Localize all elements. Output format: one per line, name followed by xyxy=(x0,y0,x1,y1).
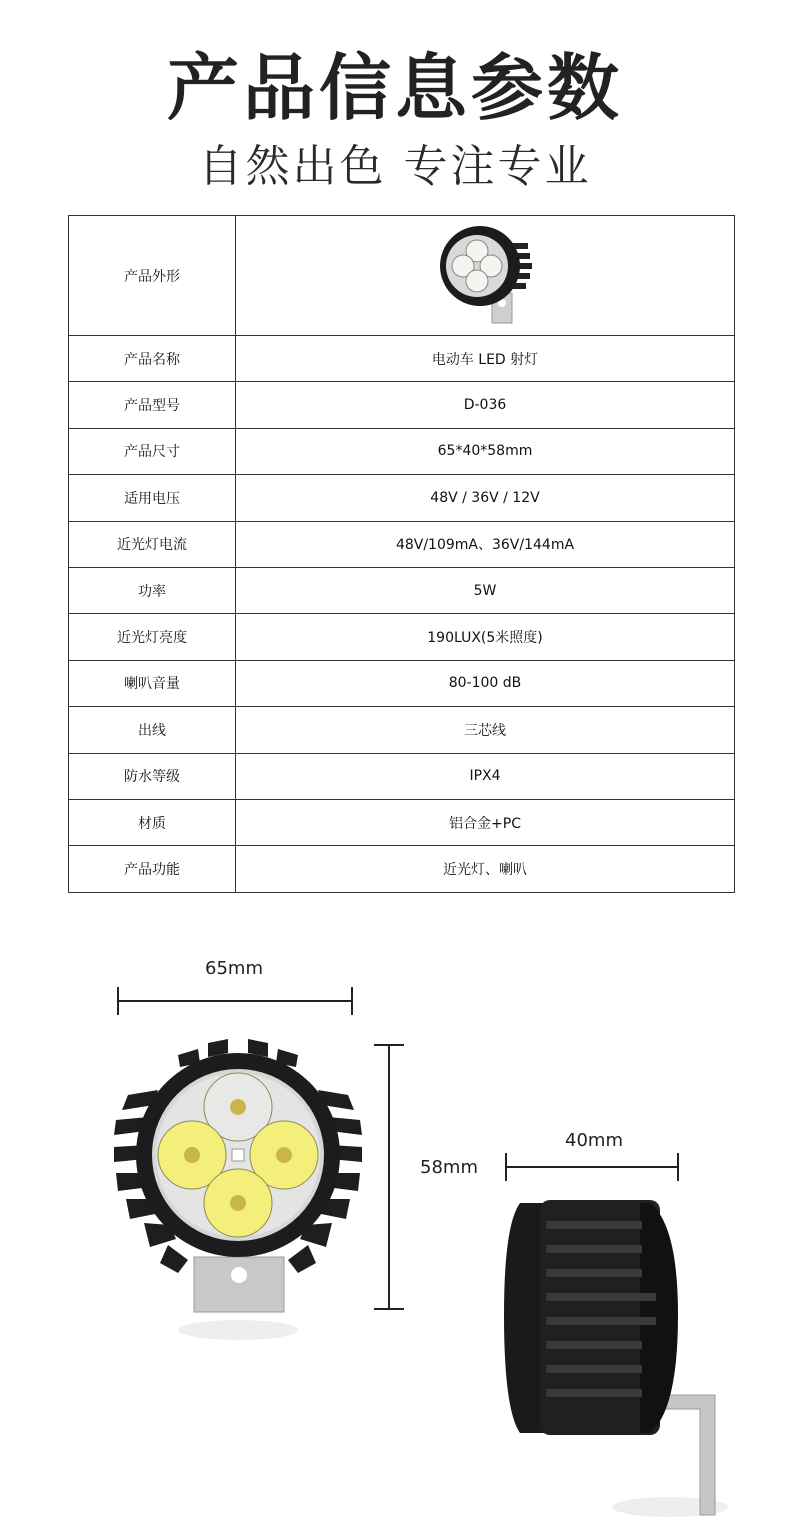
height-dimension-tick-top xyxy=(374,1044,404,1046)
table-row xyxy=(69,799,735,845)
spec-value: 80-100 dB xyxy=(236,660,735,706)
table-row xyxy=(69,846,735,892)
page-subtitle: 自然出色 专注专业 xyxy=(198,141,592,192)
spec-table xyxy=(68,215,735,893)
lamp-front-view xyxy=(108,1035,368,1349)
spec-label: 产品型号 xyxy=(69,382,236,428)
spec-value: 5W xyxy=(236,567,735,613)
width-dimension-tick-left xyxy=(117,987,119,1015)
page-title: 产品信息参数 xyxy=(166,46,623,130)
spec-label: 功率 xyxy=(69,567,236,613)
spec-label: 喇叭音量 xyxy=(69,660,236,706)
spec-value: 近光灯、喇叭 xyxy=(236,846,735,892)
lamp-side-view xyxy=(500,1195,740,1529)
spec-value: 65*40*58mm xyxy=(236,428,735,474)
table-row xyxy=(69,336,735,382)
lamp-thumbnail-image xyxy=(430,221,540,331)
spec-label: 防水等级 xyxy=(69,753,236,799)
spec-value: 三芯线 xyxy=(236,707,735,753)
spec-value: 铝合金+PC xyxy=(236,799,735,845)
height-dimension-label: 58mm xyxy=(420,1157,478,1178)
spec-label: 出线 xyxy=(69,707,236,753)
spec-label: 产品名称 xyxy=(69,336,236,382)
table-row xyxy=(69,382,735,428)
width-dimension-line xyxy=(117,1000,353,1002)
spec-label: 近光灯电流 xyxy=(69,521,236,567)
spec-value: 190LUX(5米照度) xyxy=(236,614,735,660)
spec-label: 产品尺寸 xyxy=(69,428,236,474)
table-row xyxy=(69,567,735,613)
spec-label: 产品功能 xyxy=(69,846,236,892)
depth-dimension-tick-left xyxy=(505,1153,507,1181)
depth-dimension-line xyxy=(505,1166,679,1168)
table-row xyxy=(69,475,735,521)
width-dimension-tick-right xyxy=(351,987,353,1015)
spec-value: IPX4 xyxy=(236,753,735,799)
spec-value: 48V / 36V / 12V xyxy=(236,475,735,521)
depth-dimension-tick-right xyxy=(677,1153,679,1181)
table-row xyxy=(69,753,735,799)
depth-dimension-label: 40mm xyxy=(565,1130,623,1151)
table-row xyxy=(69,660,735,706)
spec-label: 适用电压 xyxy=(69,475,236,521)
table-row xyxy=(69,614,735,660)
spec-label: 近光灯亮度 xyxy=(69,614,236,660)
spec-label: 材质 xyxy=(69,799,236,845)
table-row xyxy=(69,521,735,567)
table-row xyxy=(69,707,735,753)
product-thumbnail xyxy=(236,216,735,336)
spec-label: 产品外形 xyxy=(69,216,236,336)
spec-value: 48V/109mA、36V/144mA xyxy=(236,521,735,567)
table-row xyxy=(69,216,735,336)
spec-value: 电动车 LED 射灯 xyxy=(236,336,735,382)
height-dimension-line xyxy=(388,1044,390,1310)
table-row xyxy=(69,428,735,474)
spec-value: D-036 xyxy=(236,382,735,428)
height-dimension-tick-bottom xyxy=(374,1308,404,1310)
width-dimension-label: 65mm xyxy=(205,958,263,979)
